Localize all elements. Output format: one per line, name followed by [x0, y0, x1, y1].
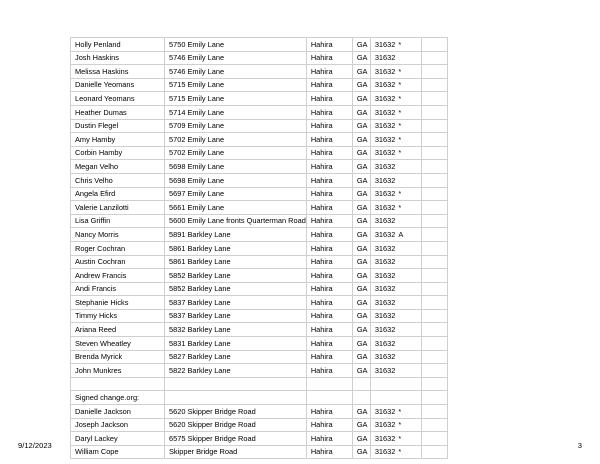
state-cell: GA — [352, 173, 370, 187]
name-cell — [71, 377, 165, 391]
city-cell: Hahira — [306, 241, 352, 255]
empty-cell — [421, 38, 447, 52]
zip-cell — [370, 201, 421, 215]
state-cell: GA — [352, 337, 370, 351]
table-row — [71, 78, 448, 92]
signature-table-body — [71, 38, 448, 459]
zip-code: 31632 — [374, 447, 396, 457]
state-cell: GA — [352, 38, 370, 52]
table-row — [71, 173, 448, 187]
zip-flag-mark: * — [398, 66, 402, 76]
state-cell: GA — [352, 51, 370, 65]
zip-cell — [370, 323, 421, 337]
name-cell: Holly Penland — [71, 38, 165, 52]
zip-code: 31632 — [374, 202, 396, 212]
zip-cell — [370, 214, 421, 228]
zip-cell — [370, 105, 421, 119]
table-row — [71, 255, 448, 269]
state-cell — [352, 377, 370, 391]
empty-cell — [421, 187, 447, 201]
state-cell: GA — [352, 160, 370, 174]
zip-cell — [370, 187, 421, 201]
zip-cell — [370, 78, 421, 92]
name-cell: Andrew Francis — [71, 269, 165, 283]
name-cell: Leonard Yeomans — [71, 92, 165, 106]
table-row — [71, 323, 448, 337]
table-row — [71, 105, 448, 119]
zip-code: 31632 — [374, 107, 396, 117]
zip-flag-mark: * — [398, 39, 402, 49]
address-cell: 5827 Barkley Lane — [165, 350, 307, 364]
address-cell: 5620 Skipper Bridge Road — [165, 418, 307, 432]
city-cell: Hahira — [306, 187, 352, 201]
city-cell: Hahira — [306, 160, 352, 174]
zip-cell — [370, 173, 421, 187]
name-cell: Daryl Lackey — [71, 432, 165, 446]
table-row — [71, 133, 448, 147]
zip-cell — [370, 38, 421, 52]
state-cell: GA — [352, 105, 370, 119]
empty-cell — [421, 146, 447, 160]
zip-cell — [370, 391, 421, 405]
zip-code: 31632 — [374, 80, 396, 90]
state-cell: GA — [352, 146, 370, 160]
zip-code: 31632 — [374, 270, 396, 280]
address-cell: 5861 Barkley Lane — [165, 241, 307, 255]
empty-cell — [421, 296, 447, 310]
table-row — [71, 119, 448, 133]
table-row — [71, 269, 448, 283]
state-cell: GA — [352, 269, 370, 283]
table-row — [71, 201, 448, 215]
empty-cell — [421, 323, 447, 337]
city-cell: Hahira — [306, 214, 352, 228]
zip-code: 31632 — [374, 53, 396, 63]
name-cell: William Cope — [71, 445, 165, 459]
name-cell: Brenda Myrick — [71, 350, 165, 364]
state-cell: GA — [352, 432, 370, 446]
zip-cell — [370, 255, 421, 269]
table-row — [71, 377, 448, 391]
name-cell: Austin Cochran — [71, 255, 165, 269]
zip-flag-mark: * — [398, 148, 402, 158]
state-cell: GA — [352, 119, 370, 133]
name-cell: Danielle Jackson — [71, 405, 165, 419]
table-row — [71, 282, 448, 296]
address-cell: 6575 Skipper Bridge Road — [165, 432, 307, 446]
address-cell: 5852 Barkley Lane — [165, 269, 307, 283]
zip-code: 31632 — [374, 352, 396, 362]
zip-cell — [370, 119, 421, 133]
table-row — [71, 187, 448, 201]
state-cell: GA — [352, 92, 370, 106]
city-cell: Hahira — [306, 38, 352, 52]
table-row — [71, 92, 448, 106]
address-cell: Skipper Bridge Road — [165, 445, 307, 459]
state-cell: GA — [352, 187, 370, 201]
zip-cell — [370, 133, 421, 147]
state-cell: GA — [352, 228, 370, 242]
table-row — [71, 337, 448, 351]
zip-flag-mark: * — [398, 447, 402, 457]
address-cell: 5600 Emily Lane fronts Quarterman Road — [165, 214, 307, 228]
city-cell: Hahira — [306, 201, 352, 215]
state-cell: GA — [352, 296, 370, 310]
zip-cell — [370, 160, 421, 174]
table-row — [71, 391, 448, 405]
empty-cell — [421, 309, 447, 323]
zip-code: 31632 — [374, 161, 396, 171]
address-cell: 5861 Barkley Lane — [165, 255, 307, 269]
address-cell: 5698 Emily Lane — [165, 160, 307, 174]
address-cell: 5709 Emily Lane — [165, 119, 307, 133]
name-cell: Amy Hamby — [71, 133, 165, 147]
signature-table — [70, 37, 448, 459]
zip-code: 31632 — [374, 148, 396, 158]
zip-code: 31632 — [374, 93, 396, 103]
zip-code: 31632 — [374, 420, 396, 430]
address-cell: 5714 Emily Lane — [165, 105, 307, 119]
empty-cell — [421, 51, 447, 65]
table-row — [71, 350, 448, 364]
name-cell: Danielle Yeomans — [71, 78, 165, 92]
zip-code: 31632 — [374, 365, 396, 375]
table-row — [71, 65, 448, 79]
state-cell: GA — [352, 418, 370, 432]
zip-flag-mark: * — [398, 433, 402, 443]
empty-cell — [421, 445, 447, 459]
address-cell: 5661 Emily Lane — [165, 201, 307, 215]
address-cell: 5831 Barkley Lane — [165, 337, 307, 351]
address-cell: 5837 Barkley Lane — [165, 296, 307, 310]
zip-cell — [370, 350, 421, 364]
state-cell: GA — [352, 241, 370, 255]
city-cell: Hahira — [306, 405, 352, 419]
city-cell: Hahira — [306, 296, 352, 310]
zip-code: 31632 — [374, 121, 396, 131]
zip-code: 31632 — [374, 284, 396, 294]
empty-cell — [421, 228, 447, 242]
zip-flag-mark: * — [398, 420, 402, 430]
zip-cell — [370, 337, 421, 351]
name-cell: Joseph Jackson — [71, 418, 165, 432]
city-cell: Hahira — [306, 337, 352, 351]
name-cell: Josh Haskins — [71, 51, 165, 65]
zip-cell — [370, 445, 421, 459]
table-row — [71, 241, 448, 255]
empty-cell — [421, 201, 447, 215]
zip-code: 31632 — [374, 338, 396, 348]
zip-flag-mark: * — [398, 134, 402, 144]
table-row — [71, 309, 448, 323]
address-cell: 5697 Emily Lane — [165, 187, 307, 201]
zip-code: 31632 — [374, 433, 396, 443]
city-cell: Hahira — [306, 282, 352, 296]
city-cell: Hahira — [306, 255, 352, 269]
empty-cell — [421, 160, 447, 174]
name-cell: Signed change.org: — [71, 391, 165, 405]
city-cell: Hahira — [306, 445, 352, 459]
zip-cell — [370, 418, 421, 432]
city-cell: Hahira — [306, 133, 352, 147]
table-row — [71, 432, 448, 446]
state-cell: GA — [352, 309, 370, 323]
city-cell: Hahira — [306, 78, 352, 92]
zip-flag-mark: * — [398, 189, 402, 199]
empty-cell — [421, 133, 447, 147]
address-cell: 5746 Emily Lane — [165, 51, 307, 65]
zip-cell — [370, 92, 421, 106]
address-cell: 5837 Barkley Lane — [165, 309, 307, 323]
zip-cell — [370, 364, 421, 378]
state-cell: GA — [352, 405, 370, 419]
table-row — [71, 405, 448, 419]
empty-cell — [421, 269, 447, 283]
name-cell: Steven Wheatley — [71, 337, 165, 351]
state-cell: GA — [352, 445, 370, 459]
zip-cell — [370, 146, 421, 160]
address-cell — [165, 377, 307, 391]
table-row — [71, 445, 448, 459]
zip-code: 31632 — [374, 189, 396, 199]
empty-cell — [421, 65, 447, 79]
name-cell: Chris Velho — [71, 173, 165, 187]
address-cell: 5702 Emily Lane — [165, 146, 307, 160]
state-cell: GA — [352, 255, 370, 269]
zip-code: 31632 — [374, 66, 396, 76]
empty-cell — [421, 432, 447, 446]
empty-cell — [421, 255, 447, 269]
state-cell: GA — [352, 350, 370, 364]
zip-cell — [370, 377, 421, 391]
empty-cell — [421, 173, 447, 187]
city-cell: Hahira — [306, 105, 352, 119]
name-cell: Heather Dumas — [71, 105, 165, 119]
empty-cell — [421, 92, 447, 106]
address-cell: 5891 Barkley Lane — [165, 228, 307, 242]
zip-cell — [370, 296, 421, 310]
empty-cell — [421, 282, 447, 296]
name-cell: Andi Francis — [71, 282, 165, 296]
name-cell: Lisa Griffin — [71, 214, 165, 228]
state-cell: GA — [352, 65, 370, 79]
address-cell: 5715 Emily Lane — [165, 78, 307, 92]
zip-flag-mark: * — [398, 80, 402, 90]
name-cell: Ariana Reed — [71, 323, 165, 337]
address-cell — [165, 391, 307, 405]
zip-cell — [370, 269, 421, 283]
table-row — [71, 160, 448, 174]
city-cell: Hahira — [306, 119, 352, 133]
table-row — [71, 228, 448, 242]
city-cell — [306, 391, 352, 405]
name-cell: Valerie Lanzilotti — [71, 201, 165, 215]
city-cell: Hahira — [306, 350, 352, 364]
city-cell: Hahira — [306, 65, 352, 79]
zip-flag-mark: * — [398, 107, 402, 117]
city-cell: Hahira — [306, 146, 352, 160]
zip-code: 31632 — [374, 216, 396, 226]
zip-code: 31632 — [374, 243, 396, 253]
zip-flag-mark: * — [398, 121, 402, 131]
empty-cell — [421, 364, 447, 378]
city-cell: Hahira — [306, 173, 352, 187]
table-row — [71, 214, 448, 228]
state-cell: GA — [352, 282, 370, 296]
empty-cell — [421, 241, 447, 255]
zip-code: 31632 — [374, 257, 396, 267]
empty-cell — [421, 119, 447, 133]
zip-cell — [370, 309, 421, 323]
name-cell: John Munkres — [71, 364, 165, 378]
city-cell — [306, 377, 352, 391]
zip-code: 31632 — [374, 134, 396, 144]
address-cell: 5702 Emily Lane — [165, 133, 307, 147]
address-cell: 5715 Emily Lane — [165, 92, 307, 106]
empty-cell — [421, 377, 447, 391]
address-cell: 5620 Skipper Bridge Road — [165, 405, 307, 419]
address-cell: 5822 Barkley Lane — [165, 364, 307, 378]
footer-date: 9/12/2023 — [18, 441, 52, 450]
name-cell: Roger Cochran — [71, 241, 165, 255]
city-cell: Hahira — [306, 418, 352, 432]
name-cell: Timmy Hicks — [71, 309, 165, 323]
zip-code: 31632 — [374, 229, 396, 239]
zip-code: 31632 — [374, 311, 396, 321]
city-cell: Hahira — [306, 51, 352, 65]
zip-code: 31632 — [374, 175, 396, 185]
empty-cell — [421, 350, 447, 364]
address-cell: 5852 Barkley Lane — [165, 282, 307, 296]
name-cell: Nancy Morris — [71, 228, 165, 242]
zip-code: 31632 — [374, 39, 396, 49]
address-cell: 5832 Barkley Lane — [165, 323, 307, 337]
empty-cell — [421, 405, 447, 419]
empty-cell — [421, 391, 447, 405]
table-row — [71, 51, 448, 65]
table-row — [71, 296, 448, 310]
zip-cell — [370, 405, 421, 419]
city-cell: Hahira — [306, 309, 352, 323]
city-cell: Hahira — [306, 432, 352, 446]
zip-cell — [370, 241, 421, 255]
city-cell: Hahira — [306, 364, 352, 378]
table-row — [71, 364, 448, 378]
name-cell: Stephanie Hicks — [71, 296, 165, 310]
empty-cell — [421, 214, 447, 228]
zip-cell — [370, 65, 421, 79]
city-cell: Hahira — [306, 92, 352, 106]
page-number: 3 — [577, 441, 582, 450]
empty-cell — [421, 337, 447, 351]
address-cell: 5746 Emily Lane — [165, 65, 307, 79]
address-cell: 5750 Emily Lane — [165, 38, 307, 52]
zip-flag-mark: A — [398, 229, 404, 239]
empty-cell — [421, 78, 447, 92]
city-cell: Hahira — [306, 228, 352, 242]
state-cell: GA — [352, 323, 370, 337]
zip-cell — [370, 51, 421, 65]
empty-cell — [421, 105, 447, 119]
zip-flag-mark: * — [398, 202, 402, 212]
zip-cell — [370, 228, 421, 242]
zip-cell — [370, 432, 421, 446]
name-cell: Corbin Hamby — [71, 146, 165, 160]
state-cell: GA — [352, 133, 370, 147]
state-cell: GA — [352, 214, 370, 228]
state-cell: GA — [352, 201, 370, 215]
state-cell — [352, 391, 370, 405]
state-cell: GA — [352, 78, 370, 92]
city-cell: Hahira — [306, 323, 352, 337]
zip-flag-mark: * — [398, 406, 402, 416]
name-cell: Megan Velho — [71, 160, 165, 174]
empty-cell — [421, 418, 447, 432]
name-cell: Melissa Haskins — [71, 65, 165, 79]
zip-code: 31632 — [374, 406, 396, 416]
zip-flag-mark: * — [398, 93, 402, 103]
zip-cell — [370, 282, 421, 296]
name-cell: Angela Efird — [71, 187, 165, 201]
name-cell: Dustin Flegel — [71, 119, 165, 133]
zip-code: 31632 — [374, 325, 396, 335]
state-cell: GA — [352, 364, 370, 378]
address-cell: 5698 Emily Lane — [165, 173, 307, 187]
city-cell: Hahira — [306, 269, 352, 283]
table-row — [71, 146, 448, 160]
zip-code: 31632 — [374, 297, 396, 307]
table-row — [71, 418, 448, 432]
table-row — [71, 38, 448, 52]
